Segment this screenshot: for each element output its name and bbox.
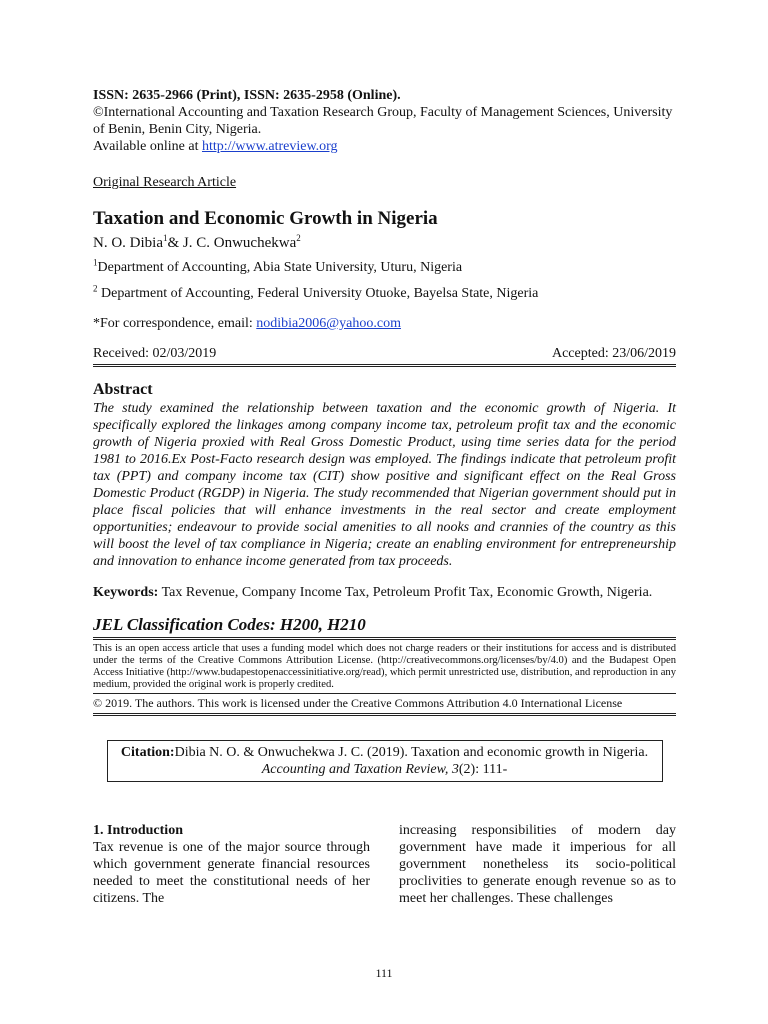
affiliation-2 <box>93 285 676 302</box>
abstract-text: The study examined the relationship between taxation and the economic growth of Nigeria. It specifically explored the linkages among company income tax, petroleum profit tax and the economic growth of Nigeria proxied with Real Gross Domestic Product, using time series data for the period 1981 to 2016.Ex Post-Facto research design was employed. The findings indicate that petroleum profit tax (PPT) and company income tax (CIT) show positive and significant effect on the Real Gross Domestic Product (RGDP) in Nigeria. The study recommended that Nigerian government should put in place fiscal policies that will enhance investments in the real sector and create employment opportunities; endeavour to provide social amenities to all nooks and crannies of the country as this will boost the level of tax compliance in Nigeria; create an enabling environment for entrepreneurship and innovation to enhance income generated from tax proceeds. <box>93 401 676 569</box>
copyright-line: ©International Accounting and Taxation Research Group, Faculty of Management Sciences, University of Benin, Benin City, Nigeria. <box>93 105 673 137</box>
citation-journal: Accounting and Taxation Review, 3 <box>261 762 459 777</box>
affiliation-2-sup: 2 <box>93 283 98 294</box>
available-online <box>93 138 676 155</box>
intro-columns <box>93 822 676 907</box>
intro-text-right: increasing responsibilities of modern day government have made it imperious for all government nonetheless its socio-political proclivities to generate enough revenue so as to meet her challenges. These challenges <box>399 823 676 906</box>
affiliation-2-text: Department of Accounting, Federal University Otuoke, Bayelsa State, Nigeria <box>97 286 539 301</box>
citation-issue: (2): 111- <box>458 762 508 777</box>
citation-text: Dibia N. O. & Onwuchekwa J. C. (2019). Taxation and economic growth in Nigeria. <box>174 745 649 760</box>
author-2-sup: 2 <box>296 233 301 243</box>
citation-box <box>107 740 663 782</box>
intro-text-left: Tax revenue is one of the major source through which government generate financial resources needed to meet the constitutional needs of her citizens. The <box>93 840 370 906</box>
correspondence-email-link[interactable]: nodibia2006@yahoo.com <box>256 316 401 331</box>
intro-heading: 1. Introduction <box>93 823 183 838</box>
author-list <box>93 234 676 253</box>
correspondence-prefix: *For correspondence, email: <box>93 316 257 331</box>
keywords-label: Keywords: <box>93 585 159 600</box>
author-2: J. C. Onwuchekwa <box>182 235 297 251</box>
available-prefix: Available online at <box>93 139 202 154</box>
intro-column-right <box>399 822 676 907</box>
affiliation-1 <box>93 259 676 276</box>
journal-website-link[interactable]: http://www.atreview.org <box>201 139 338 154</box>
author-separator: & <box>167 235 183 251</box>
license-text: This is an open access article that uses a funding model which does not charge readers or their institutions for access and is distributed under the terms of the Creative Commons Attribution License. (http://creativecommons.org/licenses/by/4.0) and the Budapest Open Access Initiative (http://www.budapestopenaccessinitiative.org/read), which permit unrestricted use, distribution, and reproduction in any medium, provided the original work is properly credited. <box>93 640 676 694</box>
author-1: N. O. Dibia <box>93 235 163 251</box>
keywords <box>93 584 676 601</box>
dates-row <box>93 346 676 367</box>
issn-line: ISSN: 2635-2966 (Print), ISSN: 2635-2958 (Online). <box>93 88 401 103</box>
received-date: Received: 02/03/2019 <box>93 346 217 361</box>
affiliation-1-sup: 1 <box>93 257 98 268</box>
article-type: Original Research Article <box>93 175 237 190</box>
keywords-text: Tax Revenue, Company Income Tax, Petroleum Profit Tax, Economic Growth, Nigeria. <box>158 585 653 600</box>
citation-label: Citation: <box>120 745 175 760</box>
abstract-heading: Abstract <box>93 381 153 398</box>
accepted-date: Accepted: 23/06/2019 <box>551 346 676 361</box>
intro-column-left <box>93 822 370 907</box>
affiliation-1-text: Department of Accounting, Abia State University, Uturu, Nigeria <box>97 260 463 275</box>
author-1-sup: 1 <box>163 233 168 243</box>
page-number: 111 <box>375 966 393 980</box>
jel-codes: JEL Classification Codes: H200, H210 <box>93 615 676 640</box>
article-page <box>93 87 676 907</box>
paper-title: Taxation and Economic Growth in Nigeria <box>93 208 438 229</box>
correspondence <box>93 316 676 332</box>
copyright-notice: © 2019. The authors. This work is licensed under the Creative Commons Attribution 4.0 International License <box>93 694 676 716</box>
